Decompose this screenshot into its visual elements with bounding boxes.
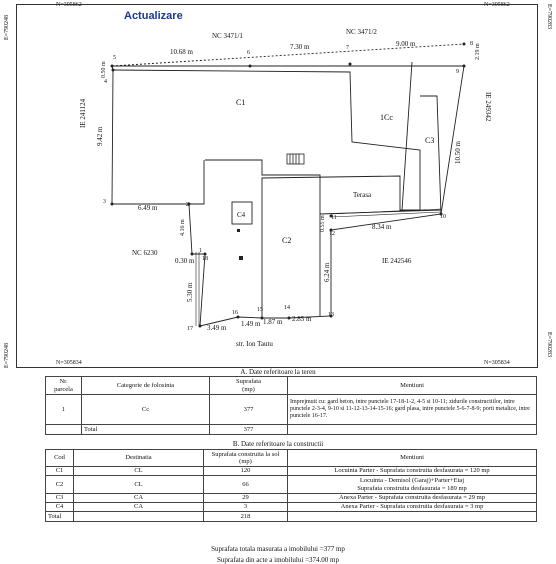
neighbor-ie-right: IE 249342 [484, 92, 492, 122]
section-b-table [45, 449, 537, 522]
dim-18-17: 5.30 m [186, 282, 194, 302]
neighbor-nc-top-right: NC 3471/2 [346, 28, 377, 36]
section-a-table [45, 376, 537, 435]
point-8: 8 [470, 41, 473, 47]
mentiune-line: Suprafata construita desfasurata = 189 mp [357, 484, 467, 492]
col-mentiuni-b: Mentiuni [288, 450, 537, 467]
building-label-c4: C4 [237, 211, 246, 219]
sheet-title: Actualizare [124, 10, 183, 22]
col-suprafata: Suprafata (mp) [210, 377, 288, 395]
point-5: 5 [113, 55, 116, 61]
cell-suprafata-sol: 3 [204, 503, 288, 512]
street-name: str. Ion Tautu [236, 340, 273, 348]
point-12: 12 [329, 231, 335, 237]
cell-mentiuni-b [288, 494, 537, 503]
point-17: 17 [187, 326, 193, 332]
building-label-c1: C1 [236, 98, 246, 107]
point-6: 6 [247, 50, 250, 56]
coord-n-top-right: N=305862 [484, 2, 510, 8]
parcel-boundary [112, 66, 464, 326]
mentiune-line: Anexa Parter - Suprafata construita desfasurata = 3 mp [340, 503, 484, 511]
building-label-c3: C3 [425, 136, 435, 145]
point-11: 11 [331, 215, 337, 221]
point-15: 15 [257, 307, 263, 313]
point-9: 9 [456, 69, 459, 75]
mentiune-line: Anexa Parter - Suprafata construita desfasurata = 29 mp [339, 494, 485, 502]
cell-suprafata-sol: 120 [204, 467, 288, 476]
cell-mentiuni: Imprejmuit cu: gard beton, intre punctele 17-18-1-2, 4-5 si 10-11; zidurile constructiilor, intre punctele 2-3-4, 9-10 si 11-12-13-14-15-16; gard plasa, intre punctele 5-6-7-8-9; porti metalice, intre punctele 16-17. [288, 395, 537, 425]
col-destinatia: Destinatia [74, 450, 204, 467]
total-label-b: Total [46, 512, 74, 522]
dim-4-5: 0.50 m [101, 61, 107, 78]
dim-9-10: 10.50 m [454, 141, 462, 164]
dim-8-9: 2.19 m [475, 43, 481, 60]
dim-3-4: 9.42 m [96, 126, 104, 146]
total-value-b: 218 [204, 512, 288, 522]
neighbor-ie-bottom-right: IE 242546 [382, 257, 412, 265]
dim-14-13: 2.85 m [292, 315, 312, 323]
dim-11-10: 8.34 m [372, 223, 392, 231]
dim-3-2: 6.49 m [138, 204, 158, 212]
dim-16-15: 1.49 m [241, 320, 261, 328]
building-label-terasa: Terasa [353, 191, 372, 199]
col-suprafata-sol: Suprafata construita la sol (mp) [204, 450, 288, 467]
building-label-c2: C2 [282, 236, 292, 245]
point-3: 3 [103, 199, 106, 205]
cell-suprafata-sol: 66 [204, 476, 288, 494]
neighbor-nc-left: NC 6230 [132, 249, 158, 257]
section-b-rows [46, 467, 537, 512]
col-categorie: Categorie de folosinta [82, 377, 210, 395]
col-mentiuni: Mentiuni [288, 377, 537, 395]
dim-17-16: 3.49 m [207, 324, 227, 332]
neighbor-nc-top-left: NC 3471/1 [212, 32, 243, 40]
dim-5-6: 10.68 m [170, 48, 193, 56]
section-b-title: B. Date referitoare la constructii [232, 440, 324, 448]
cell-destinatia: CL [74, 467, 204, 476]
cell-destinatia: CL [74, 476, 204, 494]
point-4: 4 [104, 79, 107, 85]
dim-6-7: 7.30 m [290, 43, 310, 51]
section-a-title: A. Date referitoare la teren [240, 368, 316, 376]
building-c3-outline [402, 62, 412, 210]
dim-2-1: 4.16 m [180, 219, 186, 236]
cell-suprafata: 377 [210, 395, 288, 425]
mentiune-line: Locuinta - Demisol (Garaj)+Parter+Etaj [359, 477, 465, 485]
dim-13-12: 6.24 m [323, 262, 331, 282]
building-c1-outline [113, 70, 420, 318]
table-row [46, 467, 537, 476]
point-1: 1 [199, 248, 202, 254]
coord-e-right-top: E=790283 [546, 4, 552, 30]
cell-categorie: Cc [82, 395, 210, 425]
cell-mentiuni-b [288, 476, 537, 494]
cell-cod: C4 [46, 503, 74, 512]
point-7: 7 [346, 45, 349, 51]
point-10: 10 [440, 214, 446, 220]
coord-n-top-left: N=305862 [56, 2, 82, 8]
cell-mentiuni-b [288, 467, 537, 476]
stairs [287, 154, 304, 164]
building-c2-outline [205, 160, 320, 316]
cell-mentiuni-b [288, 503, 537, 512]
footer-total-acts: Suprafata din acte a imobilului =374.00 mp [217, 556, 339, 564]
coord-e-right-bottom: E=790283 [546, 332, 552, 358]
cell-cod: C2 [46, 476, 74, 494]
footer-total-measured: Suprafata totala masurata a imobilului =377 mp [211, 545, 345, 553]
cell-cod: C1 [46, 467, 74, 476]
dim-7-8: 9.00 m [396, 40, 416, 48]
coord-n-bottom-left: N=305834 [56, 360, 82, 366]
table-row [46, 503, 537, 512]
table-row [46, 476, 537, 494]
point-16: 16 [232, 310, 238, 316]
point-13: 13 [328, 312, 334, 318]
cell-suprafata-sol: 29 [204, 494, 288, 503]
table-row [46, 494, 537, 503]
dim-11-12: 0.55 m [320, 215, 326, 232]
mentiune-line: Locuinta Parter - Suprafata construita desfasurata = 120 mp [334, 467, 490, 475]
cell-destinatia: CA [74, 503, 204, 512]
point-18: 18 [202, 256, 208, 262]
cell-cod: C3 [46, 494, 74, 503]
coord-e-left-bottom: E=790248 [4, 342, 10, 368]
coord-e-left-top: E=790248 [4, 14, 10, 40]
neighbor-ie-left: IE 241124 [79, 98, 87, 128]
col-cod: Cod [46, 450, 74, 467]
dim-15-14: 1.87 m [263, 318, 283, 326]
coord-n-bottom-right: N=305834 [484, 360, 510, 366]
col-nr-parcela: Nr. parcela [46, 377, 82, 395]
total-value-a: 377 [210, 425, 288, 435]
building-label-1cc: 1Cc [380, 113, 393, 122]
cell-destinatia: CA [74, 494, 204, 503]
cell-nr: 1 [46, 395, 82, 425]
dim-1-18: 0.30 m [175, 257, 195, 265]
point-2: 2 [186, 202, 189, 208]
total-label-a: Total [82, 425, 210, 435]
point-14: 14 [284, 305, 290, 311]
